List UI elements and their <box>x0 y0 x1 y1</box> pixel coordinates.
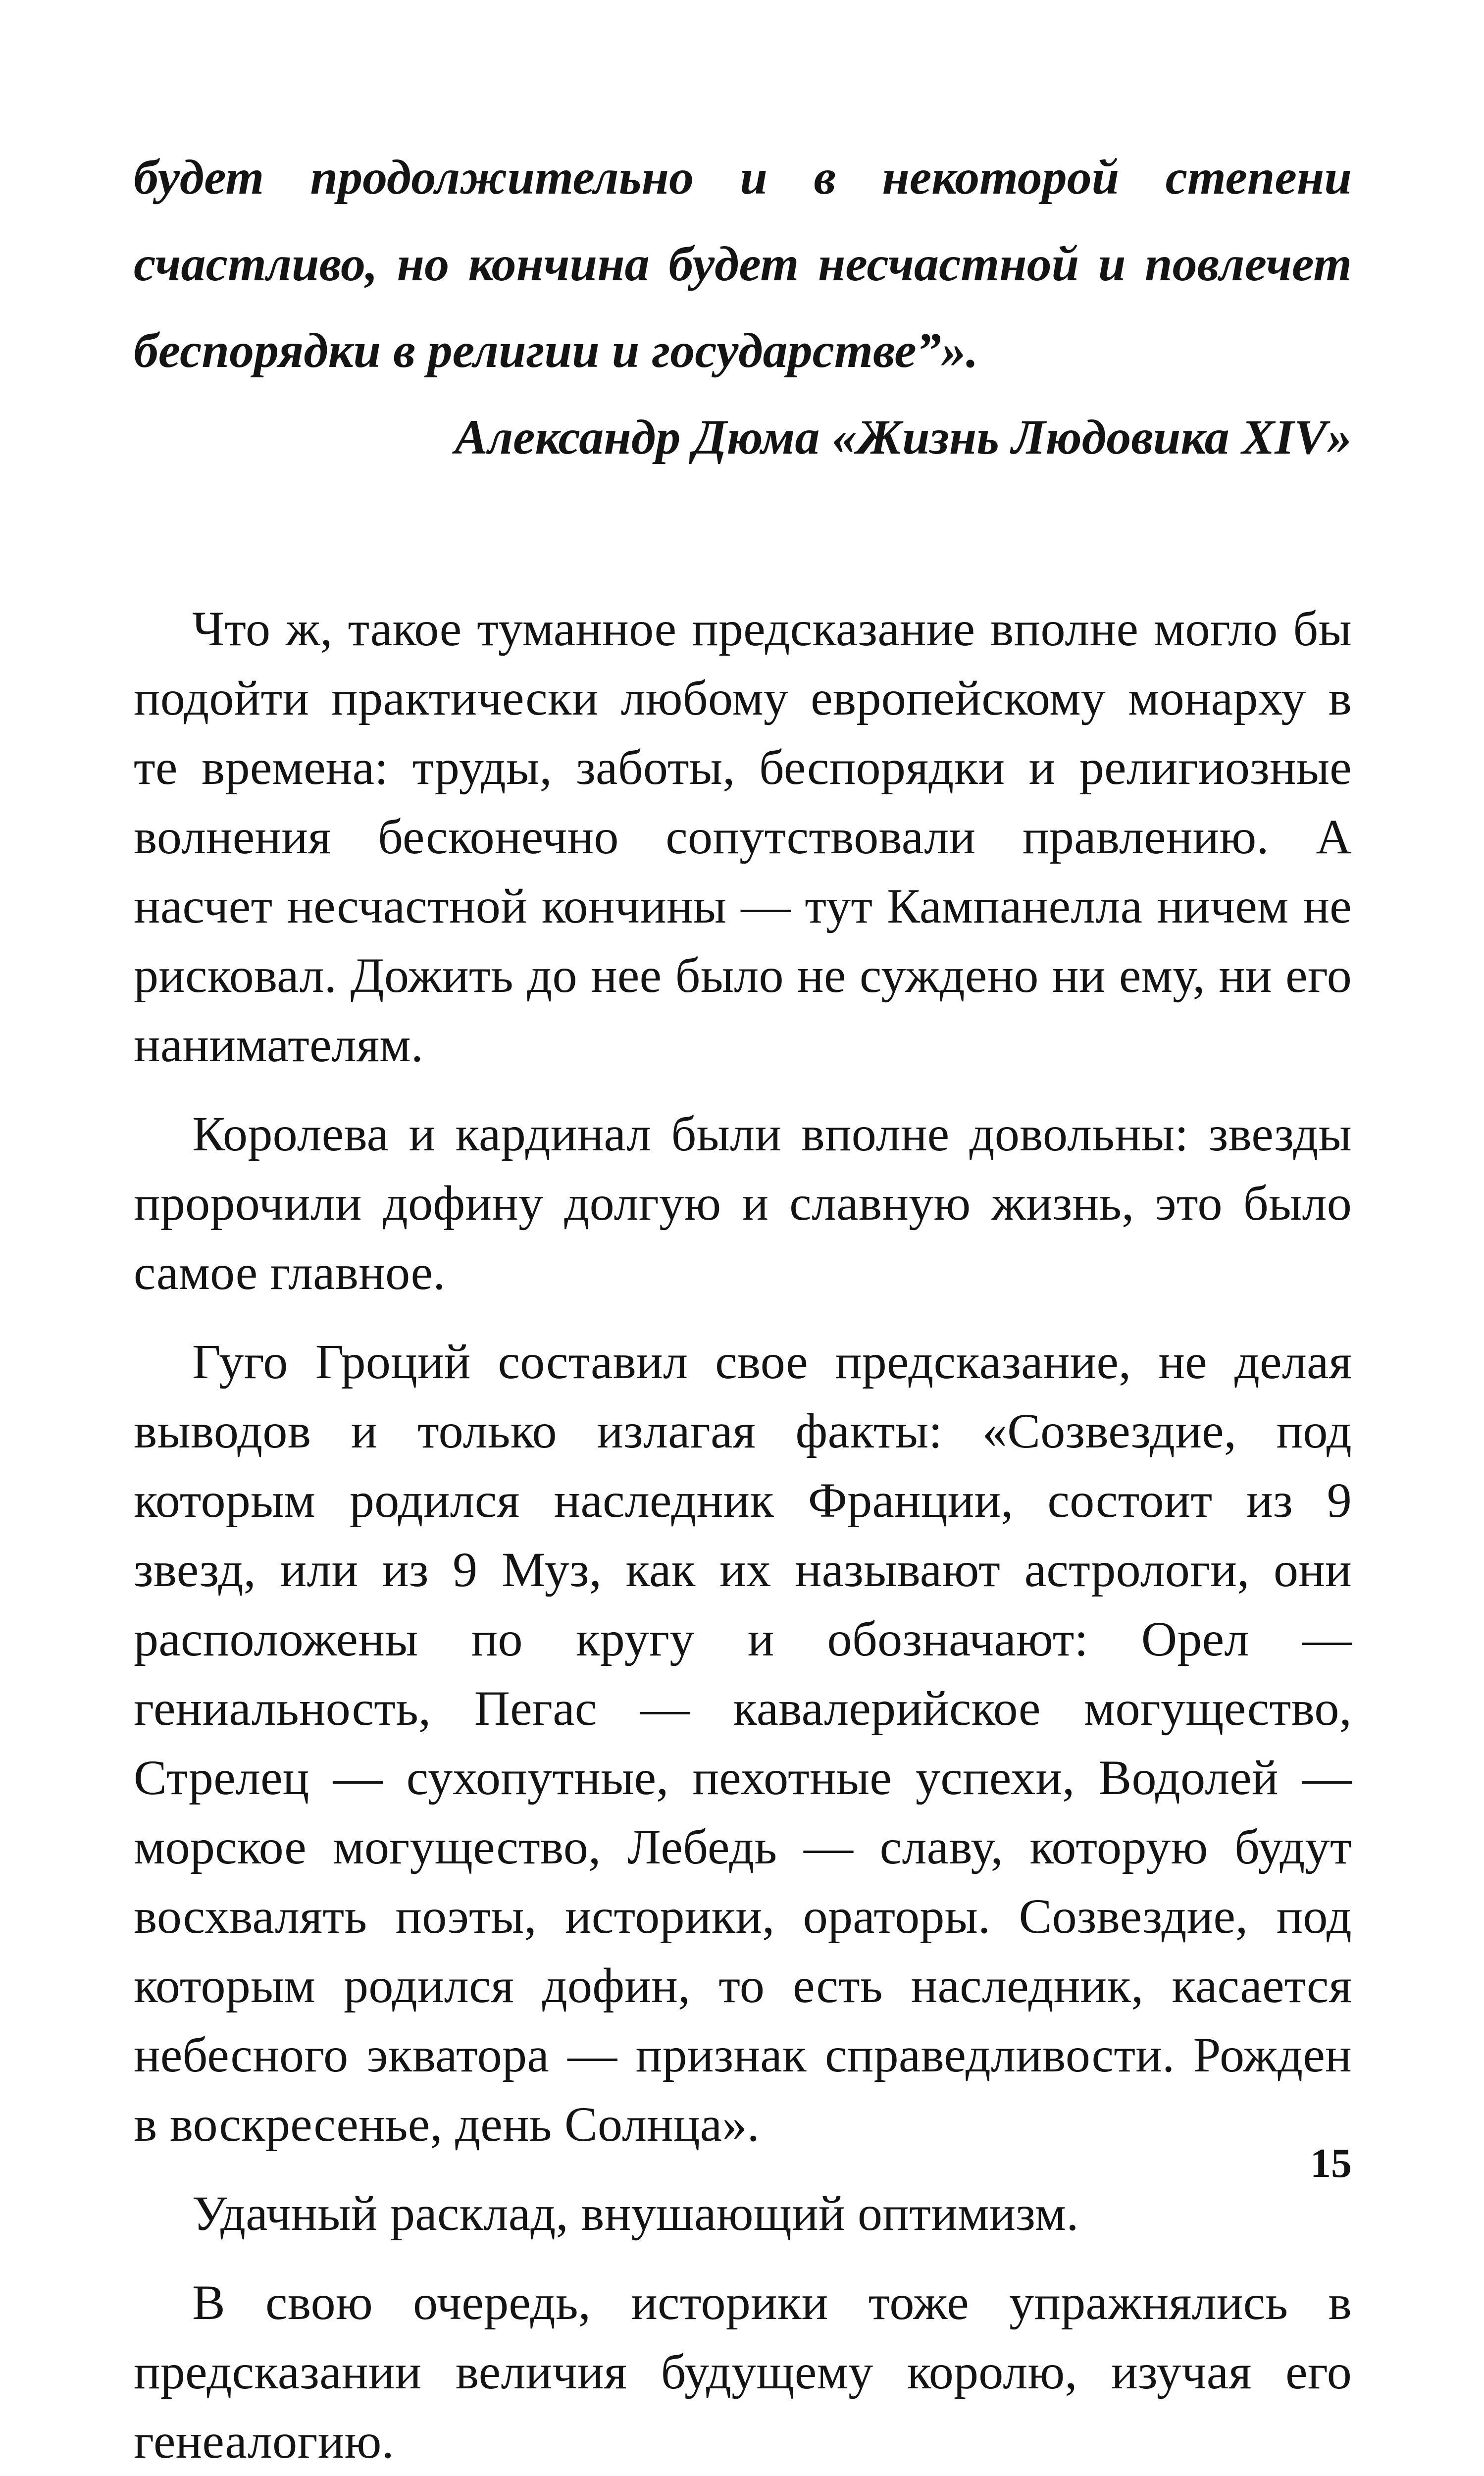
epigraph-source: Александр Дюма «Жизнь Людовика XIV» <box>455 410 1352 464</box>
paragraph: Что ж, такое туманное предсказание вполне могло бы подойти практически любому европейскому монарху в те времена: труды, заботы, беспорядки и религиозные волнения бесконечно сопутствовали правлению. А насчет несчастной кончины — тут Кампанелла ничем не рисковал. Дожить до нее было не суждено ни ему, ни его нанимателям. <box>134 601 1352 1072</box>
paragraph: Королева и кардинал были вполне довольны: звезды пророчили дофину долгую и славную жизнь, это было самое главное. <box>134 1106 1352 1300</box>
book-page <box>134 134 1352 2469</box>
paragraph: В свою очередь, историки тоже упражнялись в предсказании величия будущему королю, изучая его генеалогию. <box>134 2275 1352 2469</box>
paragraph: Гуго Гроций составил свое предсказание, не делая выводов и только излагая факты: «Созвездие, под которым родился наследник Франции, состоит из 9 звезд, или из 9 Муз, как их называют астрологи, они расположены по кругу и обозначают: Орел — гениальность, Пегас — кавалерийское могущество, Стрелец — сухопутные, пехотные успехи, Водолей — морское могущество, Лебедь — славу, которую будут восхвалять поэты, историки, ораторы. Созвездие, под которым родился дофин, то есть наследник, касается небесного экватора — признак справедливости. Рожден в воскресенье, день Солнца». <box>134 1334 1352 2152</box>
paragraph: Удачный расклад, внушающий оптимизм. <box>192 2186 1079 2241</box>
epigraph-text: будет продолжительно и в некоторой степени счастливо, но кончина будет несчастной и повлечет беспорядки в религии и государстве”». <box>134 150 1352 378</box>
page-number: 15 <box>1310 2140 1352 2186</box>
